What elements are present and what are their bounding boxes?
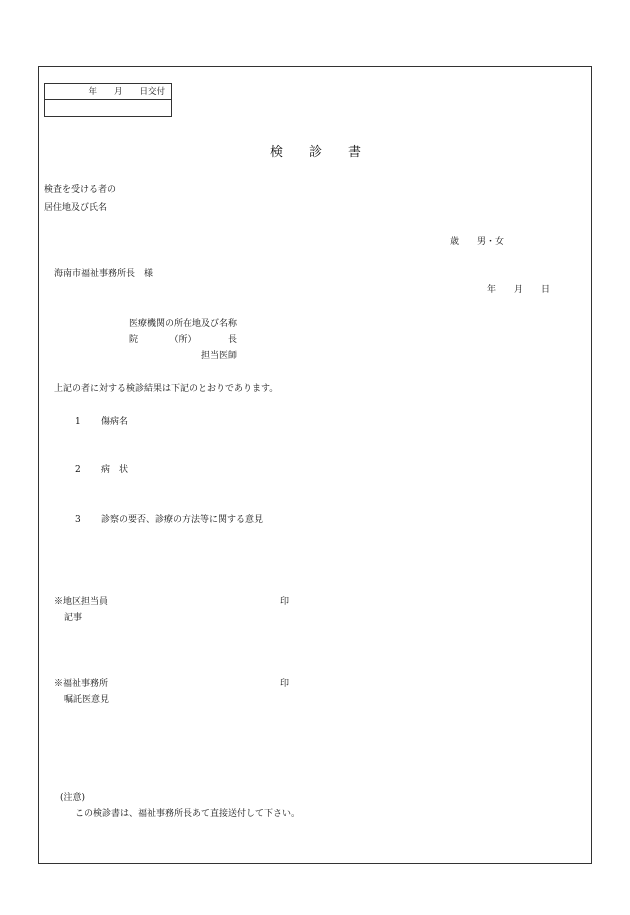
clinic-address-label: 医療機関の所在地及び名称 <box>129 319 238 329</box>
intro-text: 上記の者に対する検診結果は下記のとおりであります。 <box>54 384 279 394</box>
addressee: 海南市福祉事務所長 様 <box>54 269 154 279</box>
doctor-label: 担当医師 <box>201 351 238 361</box>
subject-label-line2: 居住地及び氏名 <box>44 203 108 213</box>
welfare-office-label: ※福祉事務所 <box>54 679 109 689</box>
notes-text: この検診書は、福祉事務所長あて直接送付して下さい。 <box>75 809 301 819</box>
item-1-number: 1 <box>75 417 81 427</box>
notes-heading: (注意) <box>60 793 86 803</box>
age-sex-field: 歳 男・女 <box>450 237 505 247</box>
welfare-office-seal: 印 <box>280 679 290 689</box>
clinic-director-label: 院 （所） 長 <box>129 335 238 345</box>
district-officer-seal: 印 <box>280 597 290 607</box>
item-2-number: 2 <box>75 465 81 475</box>
item-2-label: 病 状 <box>101 465 129 475</box>
document-title: 検 診 書 <box>270 145 362 160</box>
issue-date-box <box>44 83 172 117</box>
date-line: 年 月 日 <box>487 285 551 295</box>
issue-date-row <box>45 84 171 100</box>
issue-date-label: 年 月 日交付 <box>88 87 165 97</box>
district-officer-label: ※地区担当員 <box>54 597 109 607</box>
district-officer-notes-label: 記事 <box>64 613 83 623</box>
item-1-label: 傷病名 <box>101 417 129 427</box>
subject-label-line1: 検査を受ける者の <box>44 185 117 195</box>
item-3-number: 3 <box>75 515 81 525</box>
consulting-doctor-label: 嘱託医意見 <box>64 695 110 705</box>
item-3-label: 診察の要否、診療の方法等に関する意見 <box>101 515 264 525</box>
